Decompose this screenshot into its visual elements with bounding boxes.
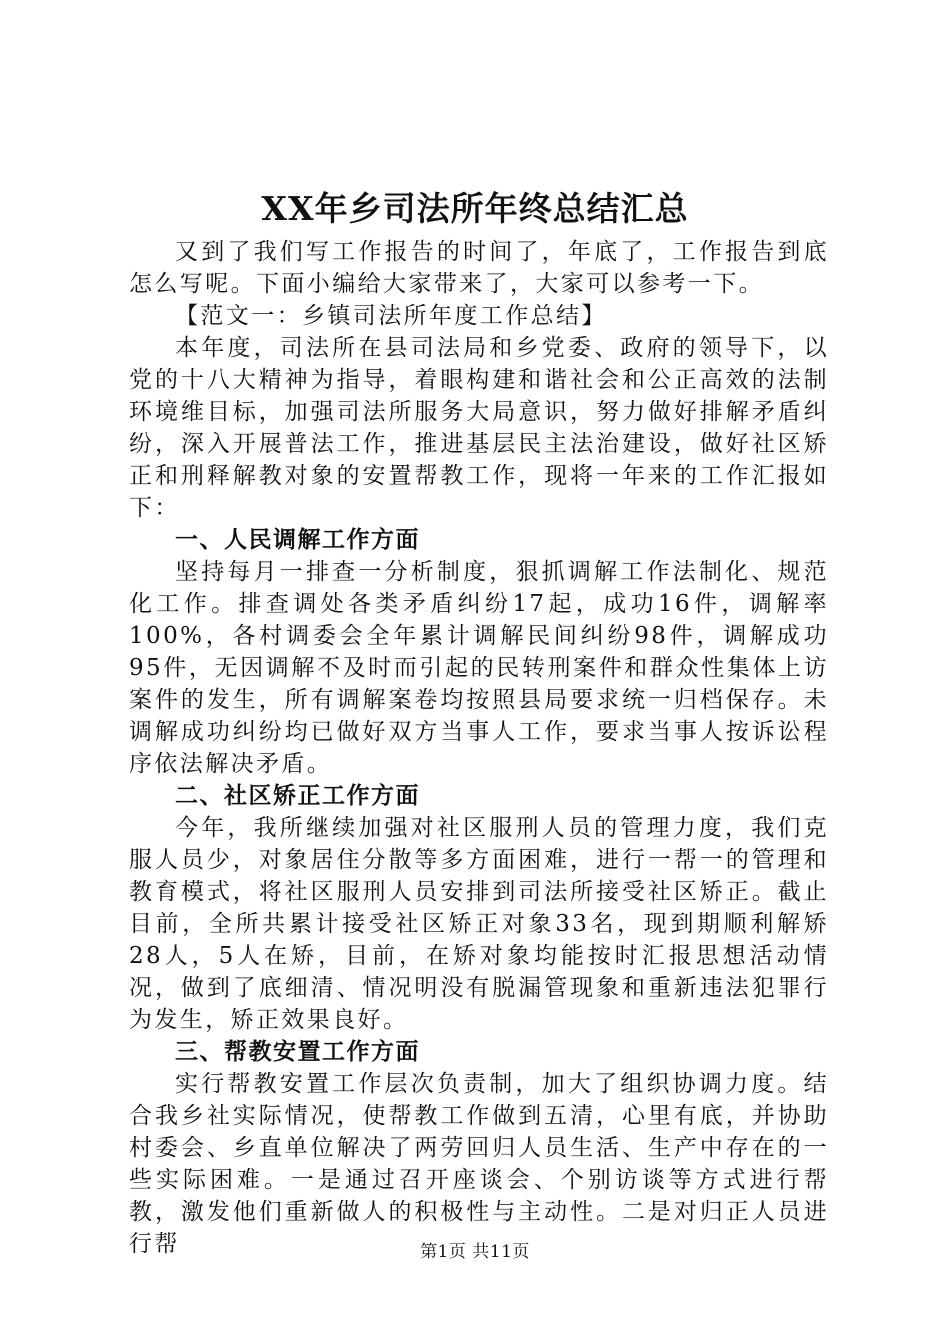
resettlement-paragraph: 实行帮教安置工作层次负责制，加大了组织协调力度。结合我乡社实际情况，使帮教工作做到五清，心里有底，并协助村委会、乡直单位解决了两劳回归人员生活、生产中存在的一些实际困难。一是通过召开座谈会、个别访谈等方式进行帮教，激发他们重新做人的积极性与主动性。二是对归正人员进行帮: [129, 1071, 829, 1257]
document-body: [129, 236, 829, 1260]
correction-paragraph: 今年，我所继续加强对社区服刑人员的管理力度，我们克服人员少，对象居住分散等多方面困难，进行一帮一的管理和教育模式，将社区服刑人员安排到司法所接受社区矫正。截止目前，全所共累计接受社区矫正对象33名，现到期顺利解矫28人，5人在矫，目前，在矫对象均能按时汇报思想活动情况，做到了底细清、情况明没有脱漏管现象和重新违法犯罪行为发生，矫正效果良好。: [129, 815, 829, 1033]
section-heading-mediation: 一、人民调解工作方面: [175, 527, 420, 553]
page-footer: 第1页 共11页: [420, 1242, 530, 1262]
overview-paragraph: 本年度，司法所在县司法局和乡党委、政府的领导下，以党的十八大精神为指导，着眼构建和谐社会和公正高效的法制环境维目标，加强司法所服务大局意识，努力做好排解矛盾纠纷，深入开展普法工作，推进基层民主法治建设，做好社区矫正和刑释解教对象的安置帮教工作，现将一年来的工作汇报如下：: [129, 335, 829, 521]
sample-heading: 【范文一：乡镇司法所年度工作总结】: [175, 303, 607, 329]
mediation-paragraph: 坚持每月一排查一分析制度，狠抓调解工作法制化、规范化工作。排查调处各类矛盾纠纷17起，成功16件，调解率100%，各村调委会全年累计调解民间纠纷98件，调解成功95件，无因调解不及时而引起的民转刑案件和群众性集体上访案件的发生，所有调解案卷均按照县局要求统一归档保存。未调解成功纠纷均已做好双方当事人工作，要求当事人按诉讼程序依法解决矛盾。: [129, 559, 829, 777]
intro-paragraph: 又到了我们写工作报告的时间了，年底了，工作报告到底怎么写呢。下面小编给大家带来了，大家可以参考一下。: [129, 239, 829, 297]
section-heading-correction: 二、社区矫正工作方面: [175, 783, 420, 809]
section-heading-resettlement: 三、帮教安置工作方面: [175, 1039, 420, 1065]
document-title: XX年乡司法所年终总结汇总: [261, 189, 689, 228]
